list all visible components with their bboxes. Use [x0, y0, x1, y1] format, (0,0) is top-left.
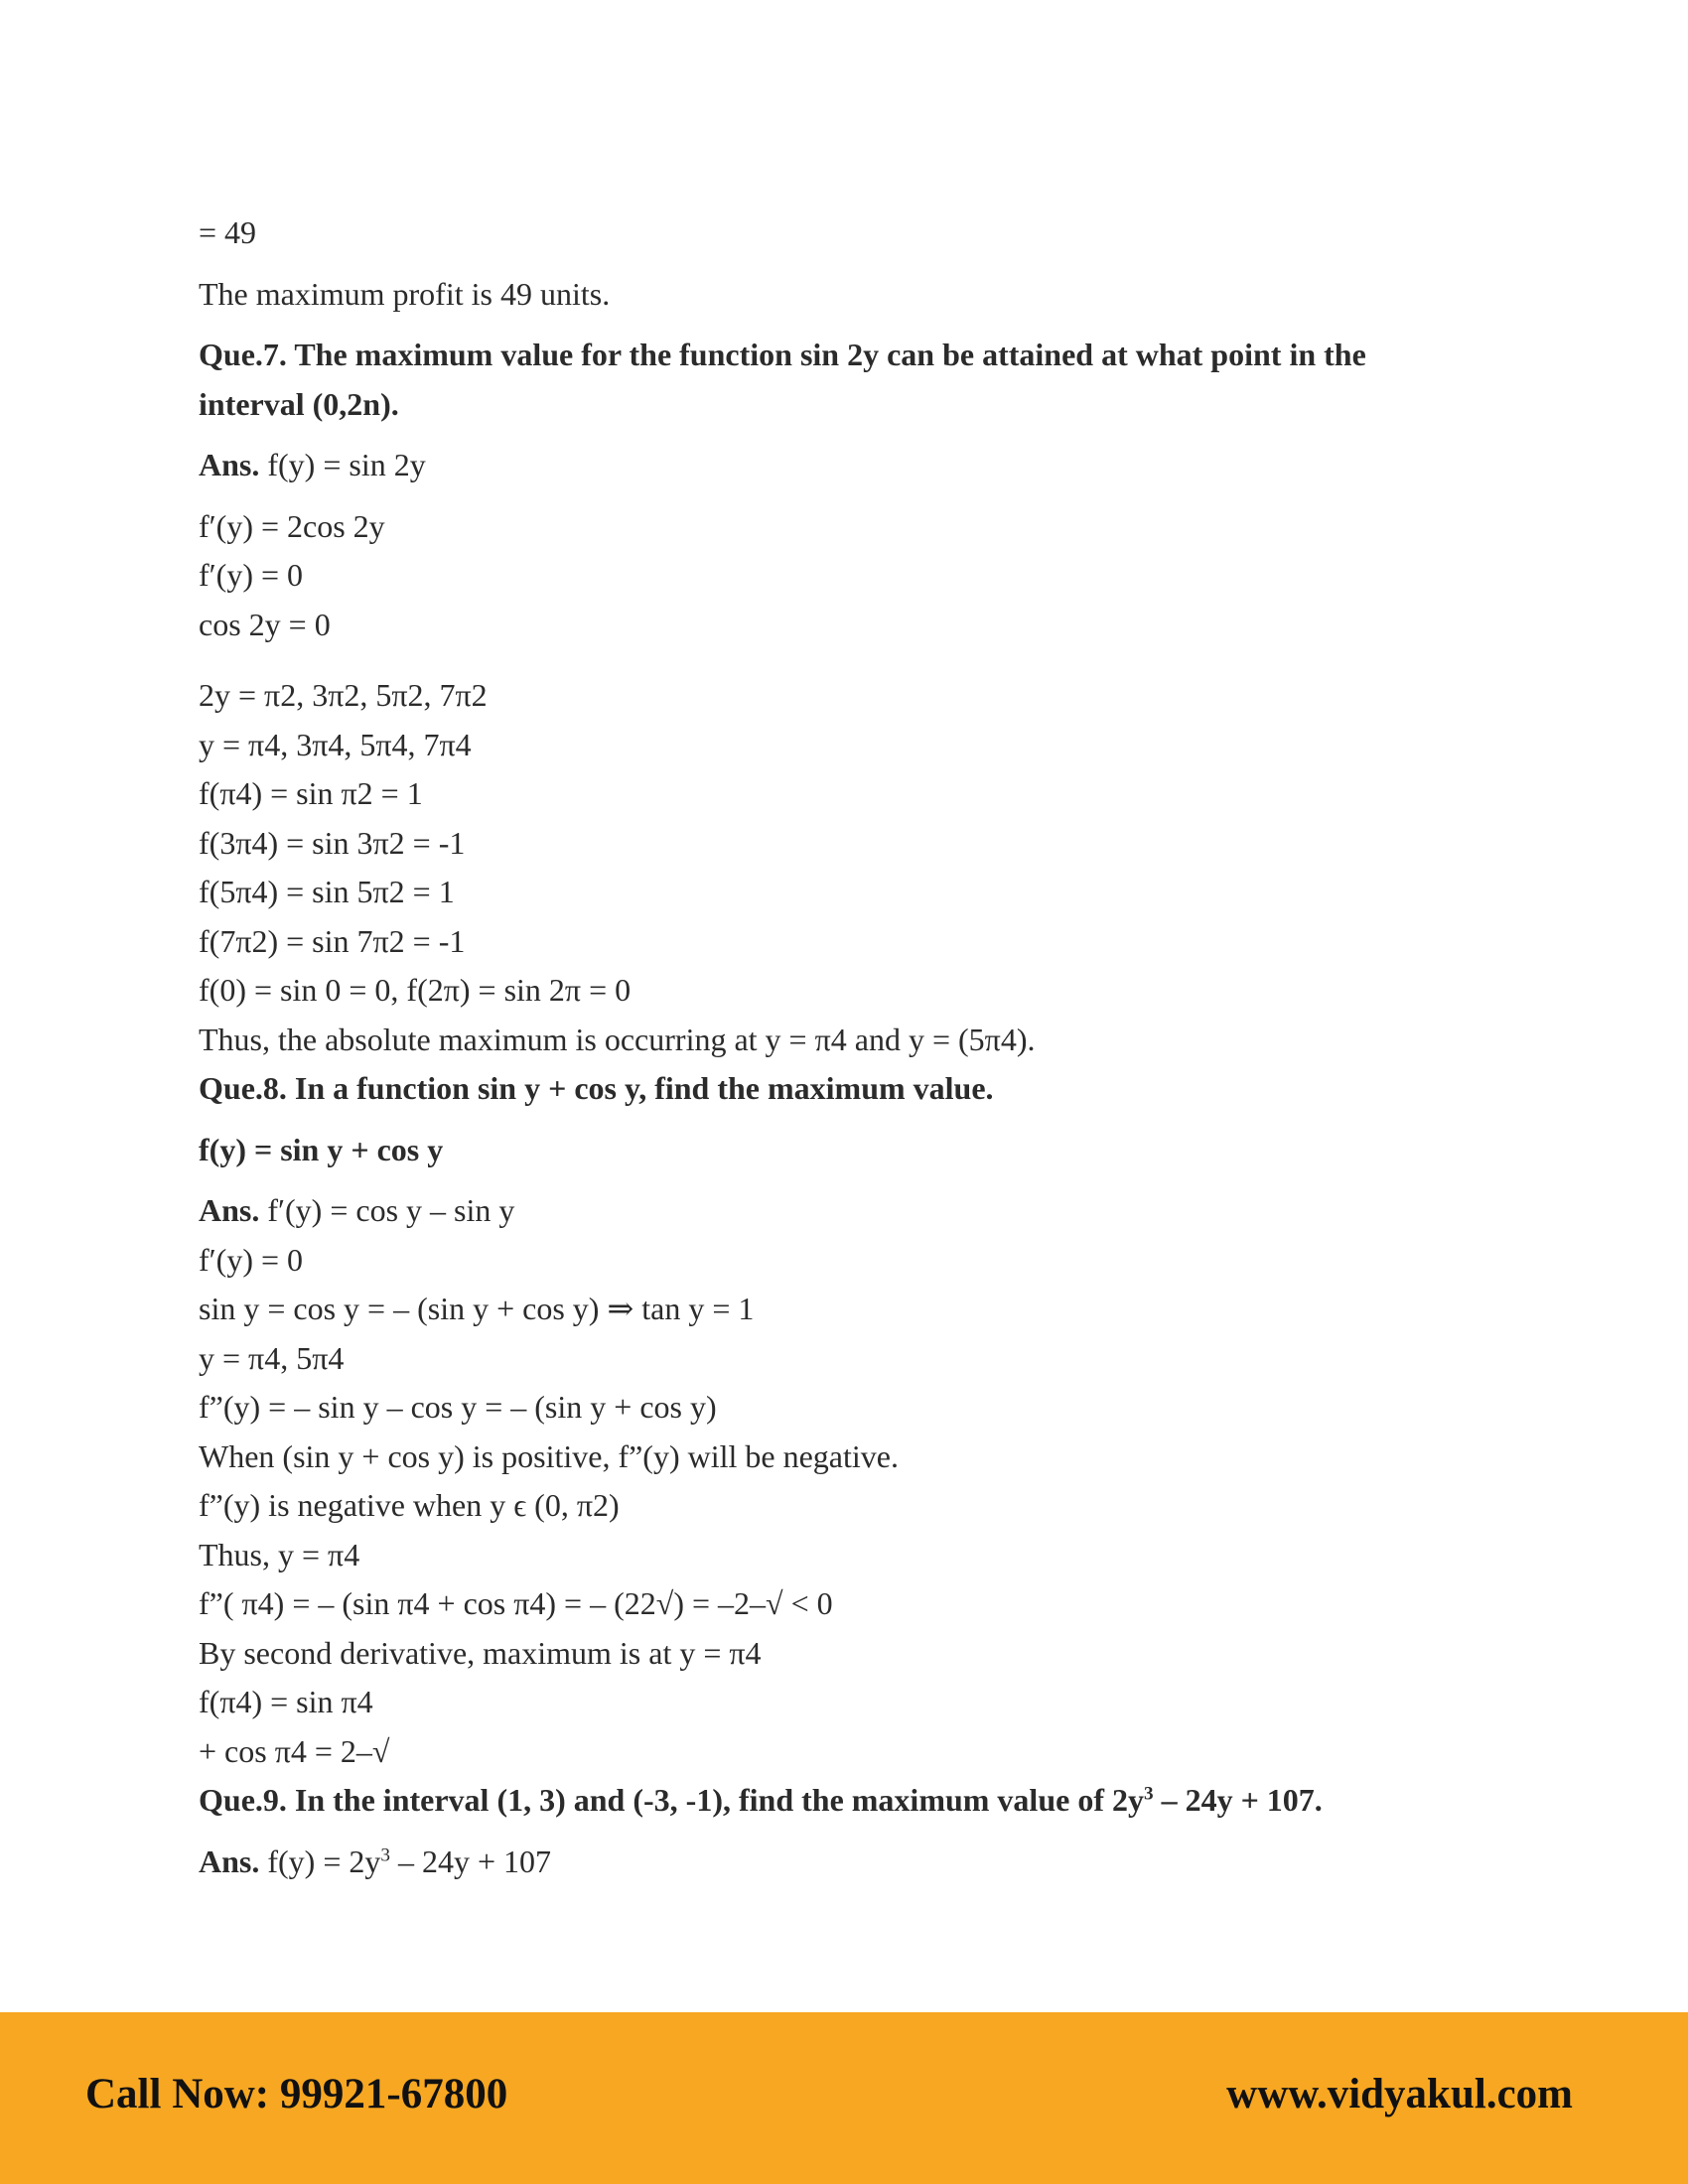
- step-line: f′(y) = 2cos 2y: [199, 507, 385, 544]
- step-line: f(π4) = sin π4: [199, 1684, 373, 1719]
- document-body: [199, 208, 1489, 1886]
- answer-9-function-end: – 24y + 107: [389, 1843, 552, 1879]
- step-line: f′(y) = 0: [199, 557, 304, 593]
- call-now-phone[interactable]: Call Now: 99921-67800: [85, 2071, 508, 2117]
- step-line: 2y = π2, 3π2, 5π2, 7π2: [199, 677, 488, 713]
- website-link[interactable]: www.vidyakul.com: [1226, 2071, 1573, 2117]
- step-line: By second derivative, maximum is at y = π4: [199, 1634, 762, 1671]
- step-line: f(0) = sin 0 = 0, f(2π) = sin 2π = 0: [199, 972, 632, 1008]
- profit-statement: The maximum profit is 49 units.: [199, 275, 611, 312]
- step-line: f”(y) = – sin y – cos y = – (sin y + cos y): [199, 1389, 717, 1425]
- answer-8-derivative: f′(y) = cos y – sin y: [259, 1192, 515, 1228]
- answer-7-function: f(y) = sin 2y: [259, 447, 426, 482]
- answer-label: Ans.: [199, 1192, 260, 1228]
- step-line: f(π4) = sin π2 = 1: [199, 775, 423, 811]
- answer-8-intro: [199, 1186, 1489, 1236]
- question-7-line-2: interval (0,2n).: [199, 385, 399, 422]
- step-line: y = π4, 5π4: [199, 1339, 345, 1376]
- result-line: = 49: [199, 214, 257, 250]
- step-line: sin y = cos y = – (sin y + cos y) ⇒ tan y = 1: [199, 1291, 755, 1326]
- step-line: + cos π4 = 2–√: [199, 1732, 390, 1769]
- question-9: [199, 1776, 1489, 1826]
- question-9-text: Que.9. In the interval (1, 3) and (-3, -1), find the maximum value of 2y: [199, 1782, 1144, 1818]
- step-line: Thus, y = π4: [199, 1536, 360, 1572]
- question-7-line-1: Que.7. The maximum value for the function sin 2y can be attained at what point in the: [199, 337, 1366, 372]
- question-8-function: f(y) = sin y + cos y: [199, 1131, 444, 1167]
- answer-label: Ans.: [199, 447, 260, 482]
- exponent: 3: [380, 1843, 390, 1865]
- footer-banner: [0, 2012, 1688, 2184]
- exponent: 3: [1143, 1783, 1154, 1805]
- step-line: cos 2y = 0: [199, 606, 331, 642]
- step-line: f”( π4) = – (sin π4 + cos π4) = – (22√) = –2–√ < 0: [199, 1585, 833, 1621]
- conclusion-7: Thus, the absolute maximum is occurring at y = π4 and y = (5π4).: [199, 1021, 1036, 1057]
- step-line: f(3π4) = sin 3π2 = -1: [199, 824, 466, 861]
- answer-9-function: f(y) = 2y: [259, 1843, 381, 1879]
- step-line: f′(y) = 0: [199, 1241, 304, 1278]
- step-line: f(5π4) = sin 5π2 = 1: [199, 874, 455, 909]
- step-line: f(7π2) = sin 7π2 = -1: [199, 922, 466, 959]
- answer-9-intro: [199, 1838, 1489, 1887]
- step-line: y = π4, 3π4, 5π4, 7π4: [199, 726, 472, 762]
- answer-label: Ans.: [199, 1843, 260, 1879]
- answer-7-intro: [199, 441, 1489, 490]
- step-line: f”(y) is negative when y ϵ (0, π2): [199, 1487, 620, 1523]
- question-9-text-end: – 24y + 107.: [1153, 1782, 1323, 1818]
- step-line: When (sin y + cos y) is positive, f”(y) will be negative.: [199, 1437, 899, 1474]
- question-8: Que.8. In a function sin y + cos y, find the maximum value.: [199, 1070, 994, 1106]
